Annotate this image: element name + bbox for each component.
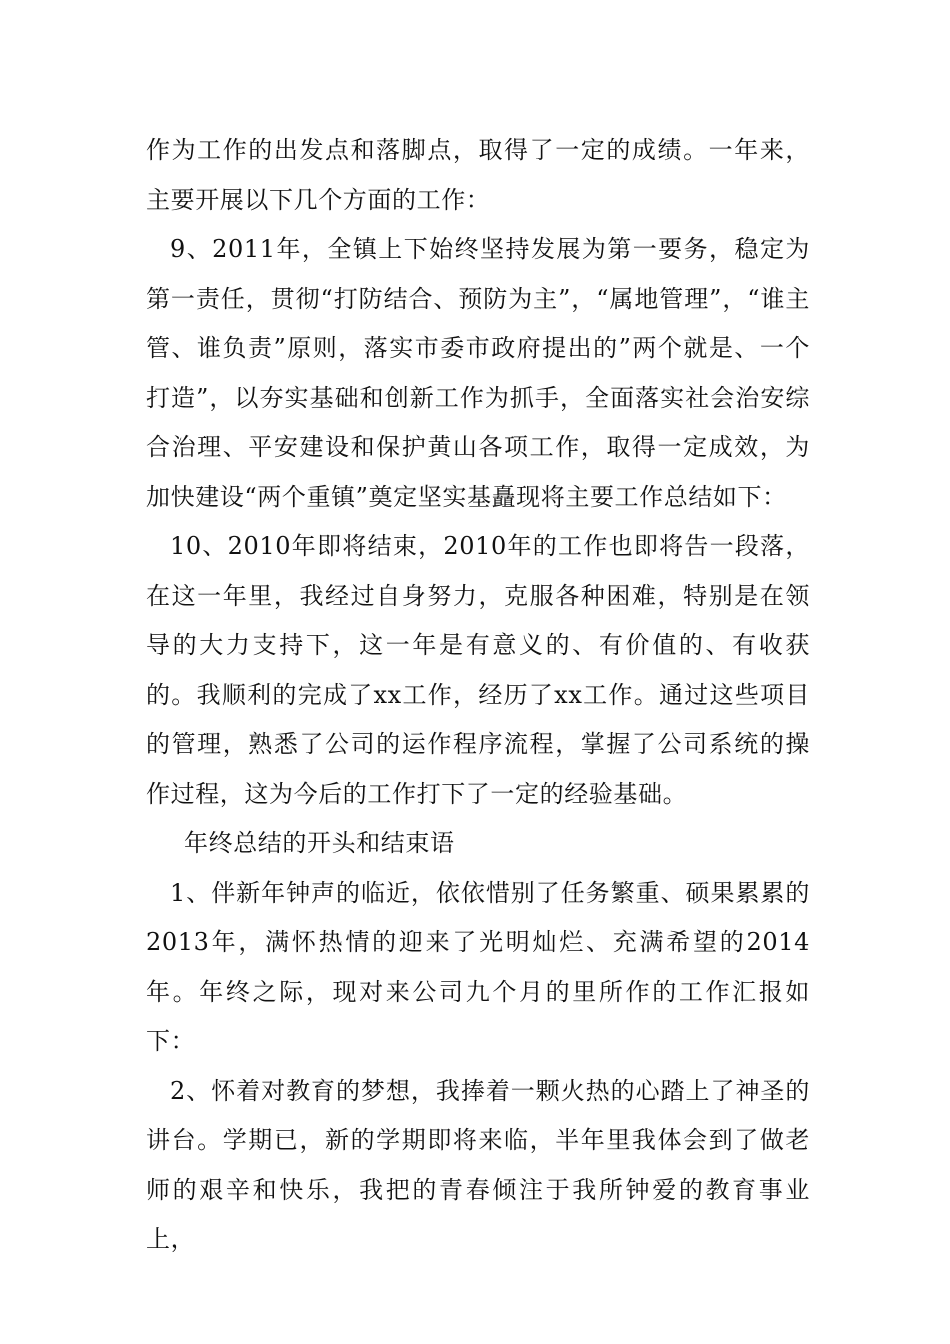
paragraph-item-9: 9、2011年，全镇上下始终坚持发展为第一要务，稳定为第一责任，贯彻“打防结合、预防为主”，“属地管理”，“谁主管、谁负责”原则，落实市委市政府提出的”两个就是、一个打造”，以夯实基础和创新工作为抓手，全面落实社会治安综合治理、平安建设和保护黄山各项工作，取得一定成效，为加快建设“两个重镇”奠定坚实基矗现将主要工作总结如下： [146,235,810,511]
section-paragraph-2: 2、怀着对教育的梦想，我捧着一颗火热的心踏上了神圣的讲台。学期已，新的学期即将来临，半年里我体会到了做老师的艰辛和快乐，我把的青春倾注于我所钟爱的教育事业上， [146,1076,810,1253]
paragraph-intro-continuation: 作为工作的出发点和落脚点，取得了一定的成绩。一年来，主要开展以下几个方面的工作： [146,136,810,214]
paragraph-item-10: 10、2010年即将结束，2010年的工作也即将告一段落，在这一年里，我经过自身努力，克服各种困难，特别是在领导的大力支持下，这一年是有意义的、有价值的、有收获的。我顺利的完成了xx工作，经历了xx工作。通过这些项目的管理，熟悉了公司的运作程序流程，掌握了公司系统的操作过程，这为今后的工作打下了一定的经验基础。 [146,532,810,808]
section-paragraph-1: 1、伴新年钟声的临近，依依惜别了任务繁重、硕果累累的2013年，满怀热情的迎来了光明灿烂、充满希望的2014年。年终之际，现对来公司九个月的里所作的工作汇报如下： [146,878,810,1055]
section-title: 年终总结的开头和结束语 [184,829,455,857]
document-body [146,126,810,1265]
